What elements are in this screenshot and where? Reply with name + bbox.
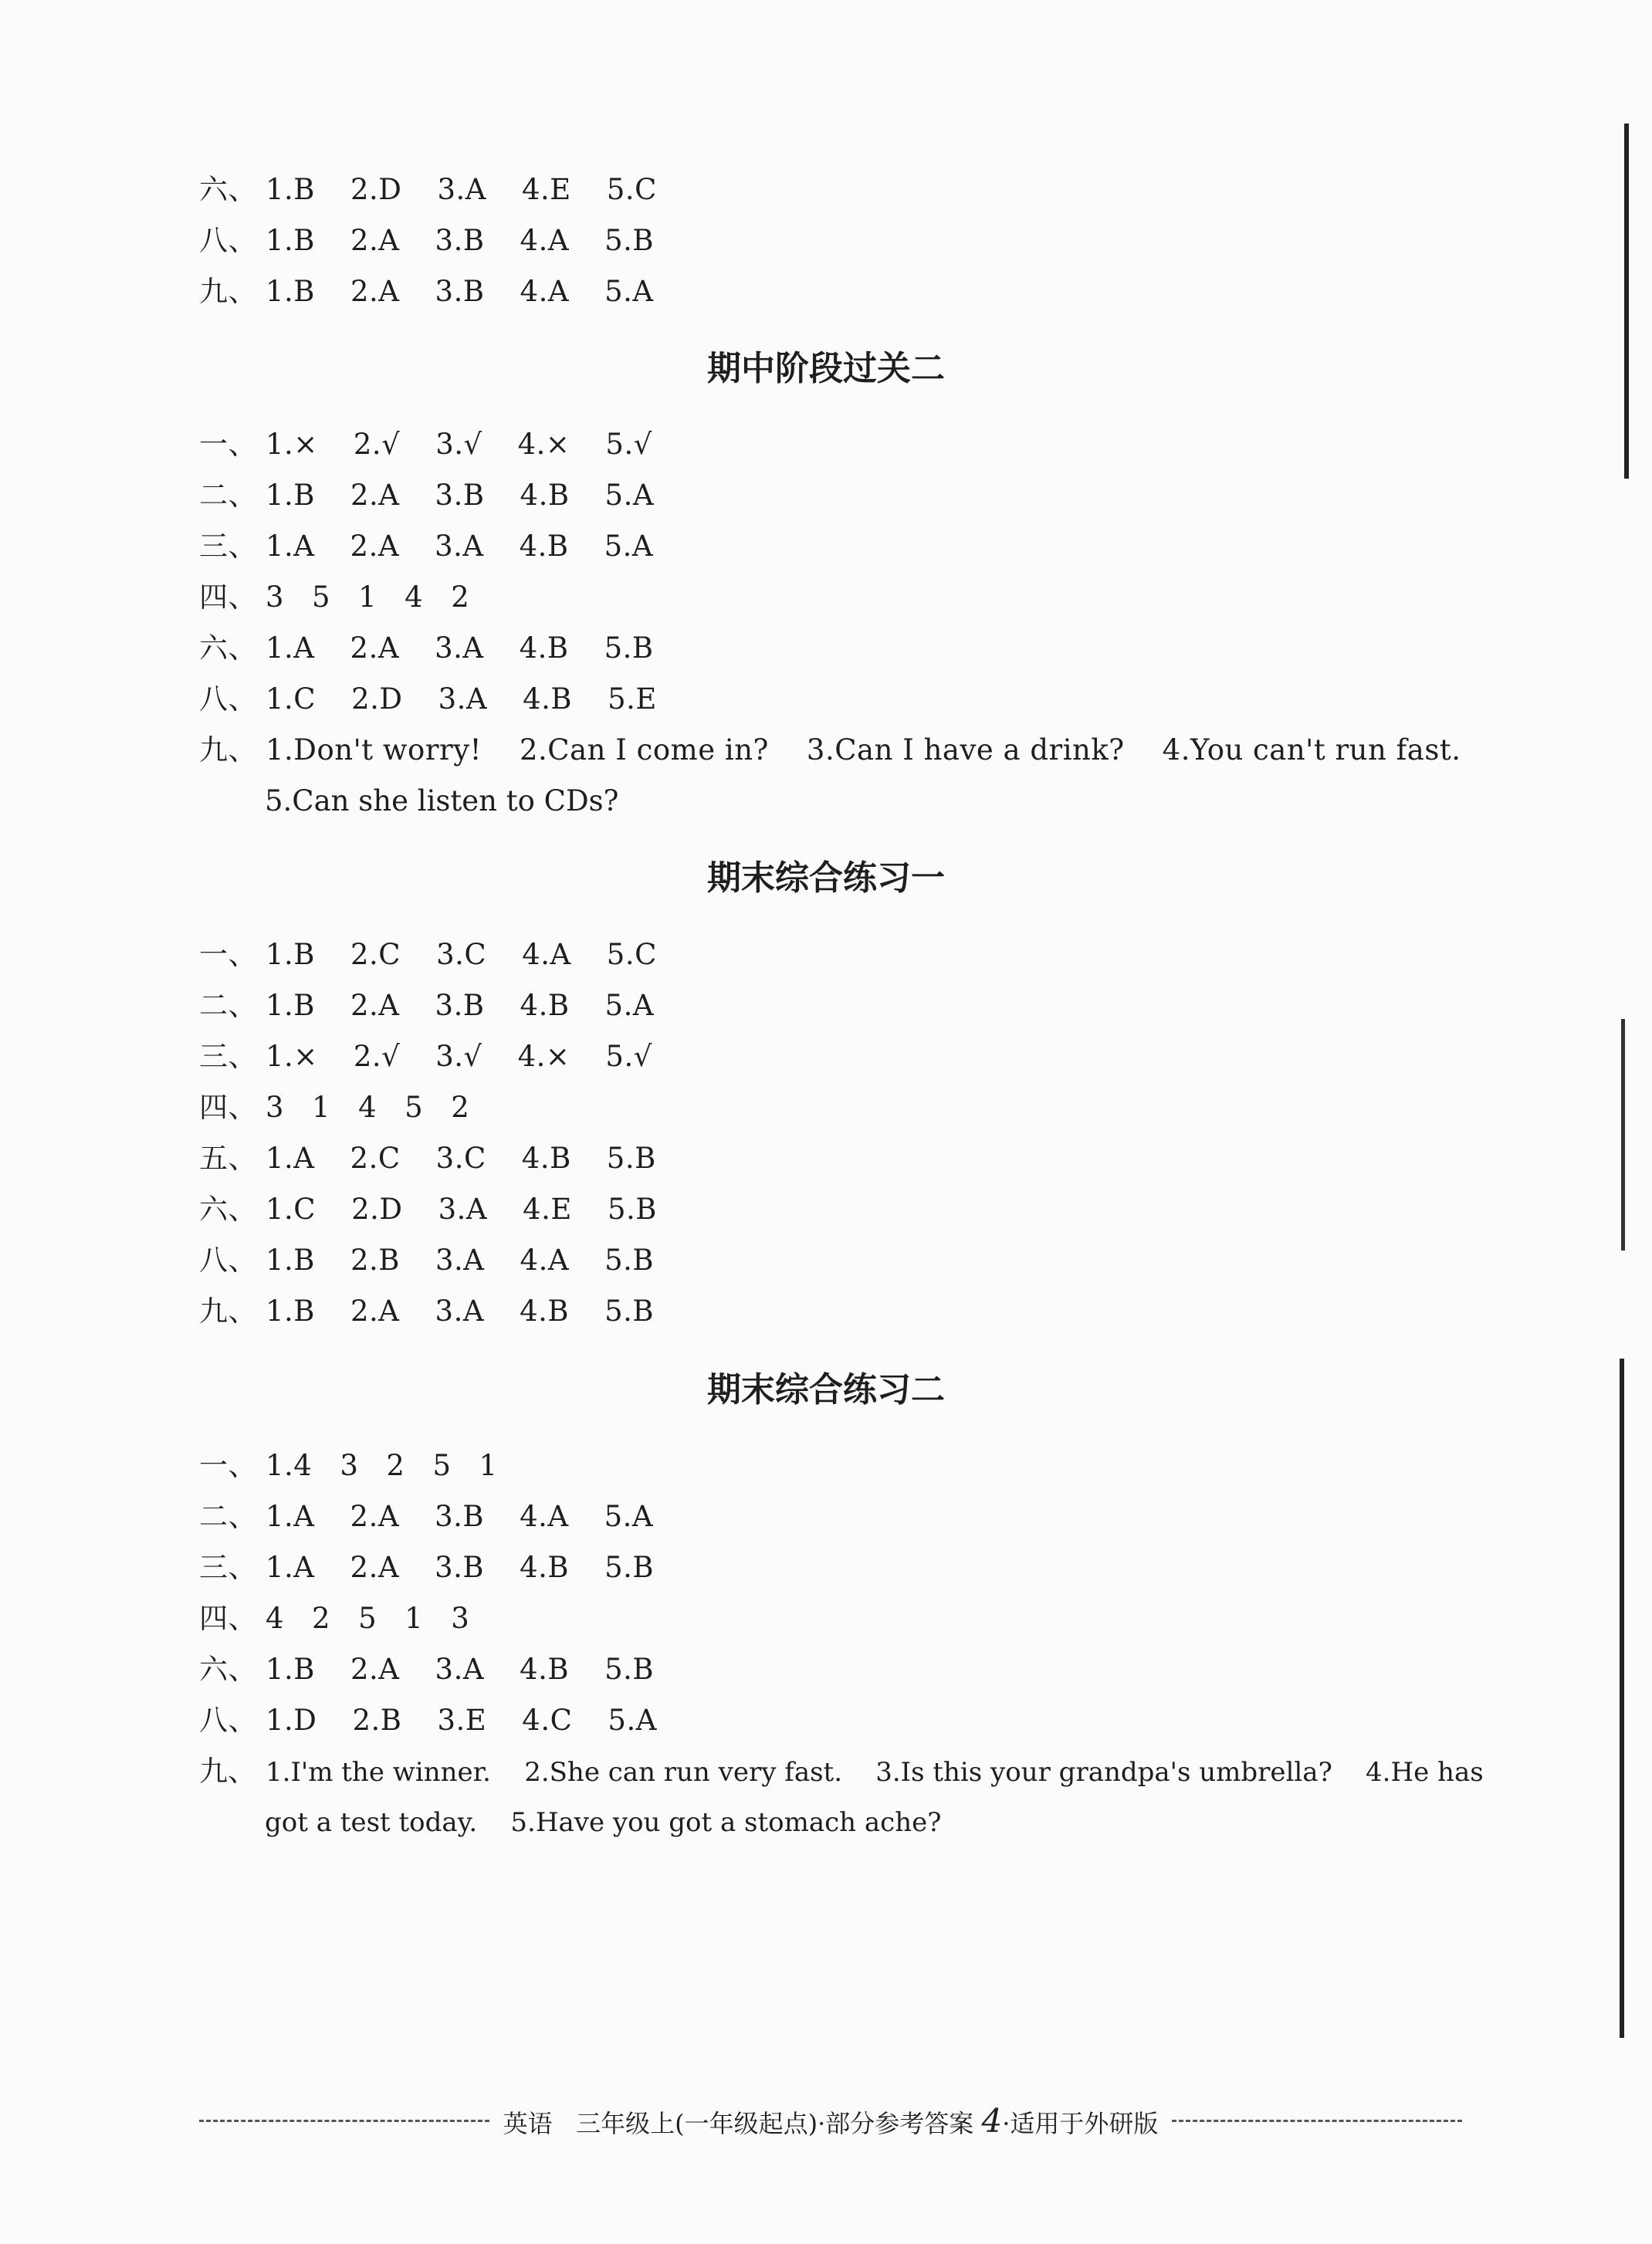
answer-line: 九、 1.Don't worry! 2.Can I come in? 3.Can I have a drink? 4.You can't run fast. <box>199 733 1461 767</box>
answer-line: 二、 1.B 2.A 3.B 4.B 5.A <box>199 989 655 1022</box>
answer-line: 六、 1.A 2.A 3.A 4.B 5.B <box>199 631 654 665</box>
answer-line: 三、 1.A 2.A 3.B 4.B 5.B <box>199 1551 655 1584</box>
answer-line: 一、 1.B 2.C 3.C 4.A 5.C <box>199 938 657 971</box>
answer-line: 八、 1.D 2.B 3.E 4.C 5.A <box>199 1704 657 1737</box>
answer-line: 四、 3 5 1 4 2 <box>199 580 470 614</box>
answer-line: 八、 1.C 2.D 3.A 4.B 5.E <box>199 682 657 716</box>
page-number: 4 <box>981 2101 1003 2140</box>
page-edge-shadow <box>1624 124 1629 479</box>
sentence-answers: 1.I'm the winner. 2.She can run very fast. 3.Is this your grandpa's umbrella? 4.He has <box>266 1757 1484 1788</box>
answer-line: 四、 3 1 4 5 2 <box>199 1091 470 1124</box>
answer-line: 九、 1.I'm the winner. 2.She can run very fast. 3.Is this your grandpa's umbrella? 4.He has <box>199 1755 1484 1788</box>
answer-line: 九、 1.B 2.A 3.A 4.B 5.B <box>199 1295 655 1328</box>
section-title: 期末综合练习一 <box>707 858 945 898</box>
answer-line: 四、 4 2 5 1 3 <box>199 1602 470 1635</box>
answer-line: 六、 1.B 2.A 3.A 4.B 5.B <box>199 1653 655 1686</box>
answer-line: 八、 1.B 2.B 3.A 4.A 5.B <box>199 1244 655 1277</box>
sentence-answers: 1.Don't worry! 2.Can I come in? 3.Can I have a drink? 4.You can't run fast. <box>266 733 1461 767</box>
answer-line: 一、 1.4 3 2 5 1 <box>199 1449 498 1482</box>
answer-line: 九、 1.B 2.A 3.B 4.A 5.A <box>199 275 654 308</box>
sentence-answers-cont: got a test today. 5.Have you got a stomach ache? <box>265 1807 942 1838</box>
section-title: 期末综合练习二 <box>707 1370 945 1410</box>
answer-line: 二、 1.A 2.A 3.B 4.A 5.A <box>199 1500 654 1533</box>
footer-rule <box>1172 2120 1462 2122</box>
answer-line: 六、 1.C 2.D 3.A 4.E 5.B <box>199 1193 657 1226</box>
sentence-answers-cont: 5.Can she listen to CDs? <box>265 784 619 817</box>
answer-line: 八、 1.B 2.A 3.B 4.A 5.B <box>199 224 655 257</box>
answer-line: 六、 1.B 2.D 3.A 4.E 5.C <box>199 173 657 206</box>
answer-line: 一、 1.× 2.√ 3.√ 4.× 5.√ <box>199 428 652 461</box>
footer-text: 英语 三年级上(一年级起点)·部分参考答案 4·适用于外研版 <box>503 2101 1159 2140</box>
answer-line: 三、 1.× 2.√ 3.√ 4.× 5.√ <box>199 1040 652 1073</box>
page-edge-shadow <box>1620 1359 1624 2038</box>
page-edge-shadow <box>1621 1019 1625 1251</box>
answer-line: 三、 1.A 2.A 3.A 4.B 5.A <box>199 530 654 563</box>
answer-line: 二、 1.B 2.A 3.B 4.B 5.A <box>199 479 655 512</box>
page-footer <box>199 2101 1462 2140</box>
answer-line: 五、 1.A 2.C 3.C 4.B 5.B <box>199 1142 656 1175</box>
footer-rule <box>199 2120 489 2122</box>
section-title: 期中阶段过关二 <box>707 349 945 388</box>
